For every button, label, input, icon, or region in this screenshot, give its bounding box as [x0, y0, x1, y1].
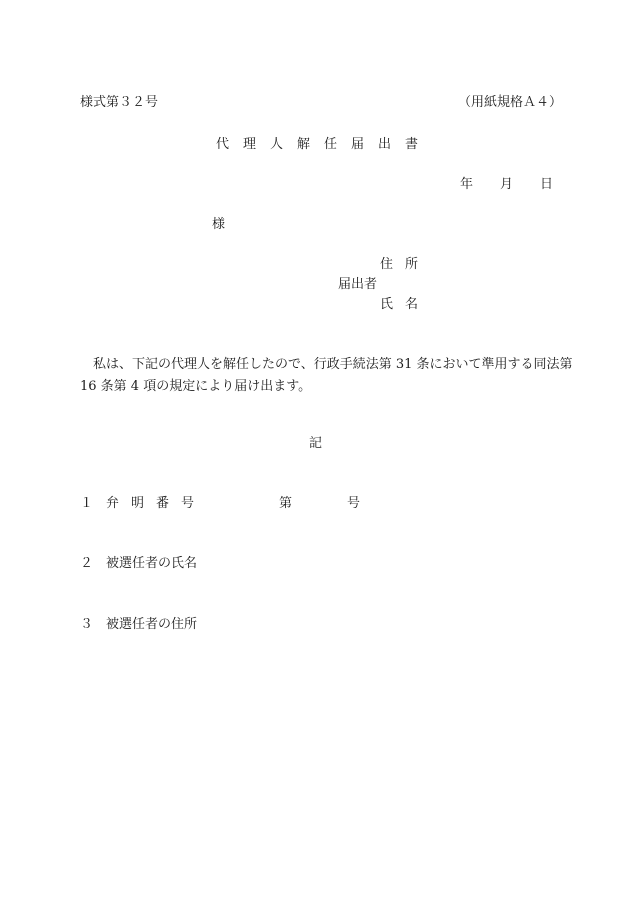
- body-paragraph: 私は、下記の代理人を解任したので、行政手続法第 31 条において準用する同法第 16 条第 4 項の規定により届け出ます。: [80, 357, 573, 394]
- item-label: 弁明番号: [106, 496, 207, 511]
- submitter-name-label: 氏名: [380, 297, 431, 312]
- item-value-prefix: 第: [279, 496, 293, 511]
- addressee-suffix: 様: [212, 217, 226, 232]
- submitter-address-label: 住所: [380, 257, 431, 272]
- form-number: 様式第３２号: [80, 95, 159, 110]
- paper-size-note: （用紙規格Ａ４）: [458, 95, 563, 110]
- submitter-label: 届出者: [338, 277, 378, 292]
- item-label: 被選任者の住所: [106, 617, 198, 632]
- ki-heading: 記: [309, 436, 323, 451]
- date-day: 日: [540, 177, 554, 192]
- item-number: １: [80, 496, 94, 511]
- document-title: 代理人解任届出書: [216, 137, 433, 152]
- item-label: 被選任者の氏名: [106, 556, 198, 571]
- date-year: 年: [460, 177, 474, 192]
- item-value-suffix: 号: [347, 496, 361, 511]
- date-month: 月: [500, 177, 514, 192]
- item-number: ３: [80, 617, 94, 632]
- item-number: ２: [80, 556, 94, 571]
